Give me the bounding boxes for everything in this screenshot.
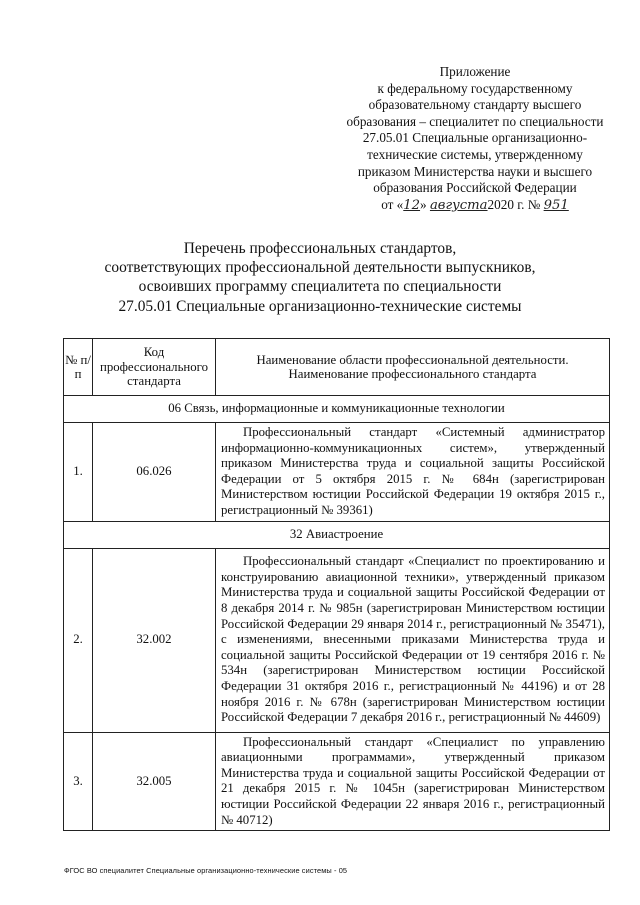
page-footer: ФГОС ВО специалитет Специальные организационно-технические системы - 05: [64, 866, 348, 875]
document-title: [60, 239, 580, 316]
appendix-line: к федеральному государственному: [377, 80, 573, 96]
order-year: 2020 г. №: [487, 196, 541, 212]
section-title: 32 Авиастроение: [64, 521, 610, 548]
row-text: Профессиональный стандарт «Специалист по проектированию и конструированию авиационной техники», утвержденный приказом Министерства труда и социальной защиты Российской Федерации от 8 декабря 2014 г. № 985н (зарегистрирован Министерством юстиции Российской Федерации 29 января 2014 г., регистрационный № 35471), с изменениями, внесенными приказами Министерства труда и социальной защиты Российской Федерации от 19 сентября 2016 г. № 534н (зарегистрирован Министерством юстиции Российской Федерации 31 октября 2016 г., регистрационный № 44196) и от 28 ноября 2016 г. № 678н (зарегистрирован Министерством юстиции Российской Федерации 7 декабря 2016 г., регистрационный № 44609): [216, 548, 610, 732]
quote-close: »: [420, 196, 427, 212]
section-row: [64, 396, 610, 423]
handwritten-number: 951: [543, 197, 569, 213]
row-code: 06.026: [93, 423, 216, 522]
row-code: 32.002: [93, 548, 216, 732]
appendix-line: 27.05.01 Специальные организационно-: [362, 130, 588, 146]
title-line: Перечень профессиональных стандартов,: [183, 240, 457, 257]
row-code: 32.005: [93, 732, 216, 831]
handwritten-month: августа: [429, 197, 488, 213]
appendix-line: образования – специалитет по специальности: [346, 113, 604, 129]
appendix-line: образования Российской Федерации: [373, 180, 577, 196]
title-line: 27.05.01 Специальные организационно-технические системы: [118, 297, 522, 315]
handwritten-day: 12: [403, 197, 421, 213]
appendix-line: Приложение: [439, 64, 511, 79]
appendix-line: технические системы, утвержденному: [367, 146, 583, 162]
table-row: [64, 423, 610, 522]
date-prefix: от «: [381, 196, 404, 212]
header-name: Наименование области профессиональной деятельности. Наименование профессионального стандарта: [216, 339, 610, 396]
section-title: 06 Связь, информационные и коммуникационные технологии: [64, 396, 610, 423]
row-num: 2.: [64, 548, 93, 732]
table-row: [64, 732, 610, 831]
section-row: [64, 521, 610, 548]
order-date-line: [330, 197, 620, 215]
table-row: [64, 548, 610, 732]
appendix-line: образовательному стандарту высшего: [368, 97, 582, 113]
appendix-line: приказом Министерства науки и высшего: [357, 163, 593, 179]
header-num: № п/п: [64, 339, 93, 396]
row-text: Профессиональный стандарт «Специалист по управлению авиационными программами», утвержденный приказом Министерства труда и социальной защиты Российской Федерации от 21 декабря 2015 г. № 1045н (зарегистрирован Министерством юстиции Российской Федерации 22 января 2016 г., регистрационный № 40712): [216, 732, 610, 831]
standards-table: [63, 338, 610, 831]
row-num: 1.: [64, 423, 93, 522]
appendix-block: [330, 64, 620, 214]
row-num: 3.: [64, 732, 93, 831]
row-text: Профессиональный стандарт «Системный администратор информационно-коммуникационных систем», утвержденный приказом Министерства труда и социальной защиты Российской Федерации от 5 октября 2015 г. № 684н (зарегистрирован Министерством юстиции Российской Федерации 19 октября 2015 г., регистрационный № 39361): [216, 423, 610, 522]
title-line: соответствующих профессиональной деятельности выпускников,: [104, 259, 536, 277]
title-line: освоивших программу специалитета по специальности: [138, 278, 502, 296]
header-code: Код профессионального стандарта: [93, 339, 216, 396]
table-header-row: [64, 339, 610, 396]
